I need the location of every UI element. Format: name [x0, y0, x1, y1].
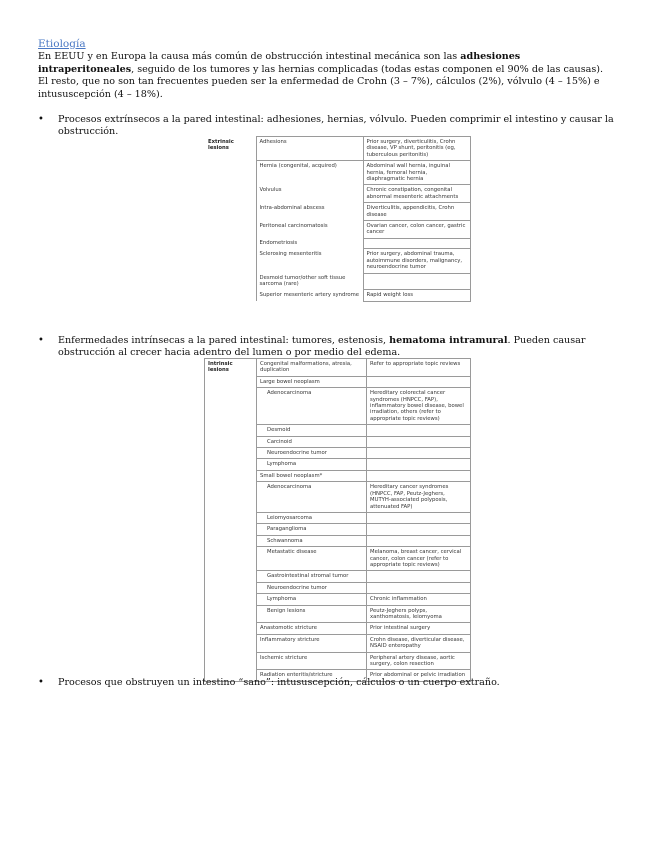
cause-cell [367, 535, 471, 546]
lesion-cell: Adenocarcinoma [257, 482, 367, 513]
lesion-cell: Endometriosis [256, 238, 363, 248]
lesion-cell: Lymphoma [257, 459, 367, 470]
bullet-intrinsic-text-1: Enfermedades intrínsecas a la pared intestinal: tumores, estenosis, [58, 335, 390, 346]
bullet-intrinsic-text-2: . Pueden causar obstrucción al crecer hacia adentro del lumen o por medio del edema. [58, 335, 586, 359]
cause-cell: Chronic constipation, congenital abnormal mesenteric attachments [363, 185, 470, 203]
lesion-cell: Gastrointestinal stromal tumor [257, 571, 367, 582]
cause-cell: Diverticulitis, appendicitis, Crohn disease [363, 203, 470, 221]
cause-cell: Prior surgery, diverticulitis, Crohn disease, VP shunt, peritonitis (eg, tuberculous peritonitis) [363, 137, 470, 161]
lesion-cell: Adhesions [256, 137, 363, 161]
bullet-icon: • [38, 677, 44, 688]
cause-cell: Prior intestinal surgery [367, 623, 471, 634]
cause-cell [367, 524, 471, 535]
cause-cell [367, 376, 471, 387]
lesion-cell: Ischemic stricture [257, 652, 367, 670]
lesion-cell: Large bowel neoplasm [257, 376, 367, 387]
lesion-cell: Carcinoid [257, 436, 367, 447]
lesion-cell: Lymphoma [257, 594, 367, 605]
cause-cell: Peripheral artery disease, aortic surgery, colon resection [367, 652, 471, 670]
lesion-cell: Adenocarcinoma [257, 388, 367, 425]
cause-cell [367, 571, 471, 582]
lesion-cell: Sclerosing mesenteritis [256, 249, 363, 273]
cause-cell [367, 512, 471, 523]
cause-cell [367, 448, 471, 459]
bullet-icon: • [38, 335, 44, 346]
cause-cell [363, 273, 470, 290]
lesion-cell: Hernia (congenital, acquired) [256, 161, 363, 185]
cause-cell: Prior surgery, abdominal trauma, autoimmune disorders, malignancy, neuroendocrine tumor [363, 249, 470, 273]
cause-cell: Chronic inflammation [367, 594, 471, 605]
lesion-cell: Benign lesions [257, 605, 367, 623]
lesion-cell: Desmoid tumor/other soft tissue sarcoma (rare) [256, 273, 363, 290]
cause-cell [363, 238, 470, 248]
lesion-cell: Leiomyosarcoma [257, 512, 367, 523]
bullet-healthy-bowel-text: Procesos que obstruyen un intestino “sano”: intususcepción, cálculos o un cuerpo extraño. [58, 677, 500, 688]
intrinsic-lesions-table [204, 358, 471, 682]
bullet-intrinsic-text [58, 335, 618, 360]
cause-cell [367, 459, 471, 470]
lesion-cell: Metastatic disease [257, 547, 367, 571]
cause-cell: Peutz-Jeghers polyps, xanthomatosis, leiomyoma [367, 605, 471, 623]
lesion-cell: Small bowel neoplasm* [257, 470, 367, 481]
intro-text-2: , seguido de los tumores y las hernias complicadas (todas estas componen el 90% de las causas). El resto, que no son tan frecuentes pueden ser la enfermedad de Crohn (3 – 7%), cálculos (2%), vólvulo (4 – 15%) e intususcepción (4 – 18%). [38, 63, 604, 100]
bullet-intrinsic-bold: hematoma intramural [389, 335, 508, 346]
lesion-cell: Inflammatory stricture [257, 634, 367, 652]
lesion-cell: Peritoneal carcinomatosis [256, 221, 363, 239]
cause-cell: Hereditary colorectal cancer syndromes (HNPCC, FAP), inflammatory bowel disease, bowel irradiation, others (refer to appropriate topic reviews) [367, 388, 471, 425]
bullet-icon: • [38, 114, 44, 125]
lesion-cell: Schwannoma [257, 535, 367, 546]
cause-cell: Rapid weight loss [363, 290, 470, 301]
cause-cell [367, 425, 471, 436]
lesion-cell: Radiation enteritis/stricture [257, 670, 367, 681]
lesion-cell: Paraganglioma [257, 524, 367, 535]
intro-paragraph [38, 51, 613, 101]
bullet-extrinsic-text: Procesos extrínsecos a la pared intestinal: adhesiones, hernias, vólvulo. Pueden comprimir el intestino y causar la obstrucción. [58, 114, 614, 138]
cause-cell [367, 582, 471, 593]
cause-cell: Refer to appropriate topic reviews [367, 359, 471, 377]
lesion-cell: Superior mesenteric artery syndrome [256, 290, 363, 301]
lesion-cell: Intra-abdominal abscess [256, 203, 363, 221]
cause-cell: Prior abdominal or pelvic irradiation [367, 670, 471, 681]
extrinsic-lesions-table [205, 136, 471, 302]
cause-cell: Crohn disease, diverticular disease, NSAID enteropathy [367, 634, 471, 652]
lesion-cell: Neuroendocrine tumor [257, 448, 367, 459]
table-row-header: Extrinsic lesions [205, 137, 256, 302]
cause-cell: Hereditary cancer syndromes (HNPCC, FAP, Peutz-Jeghers, MUTYH-associated polyposis, attenuated FAP) [367, 482, 471, 513]
cause-cell [367, 470, 471, 481]
section-heading-link[interactable]: Etiología [38, 38, 86, 50]
lesion-cell: Desmoid [257, 425, 367, 436]
cause-cell: Abdominal wall hernia, inguinal hernia, femoral hernia, diaphragmatic hernia [363, 161, 470, 185]
table-row-header: Intrinsic lesions [205, 359, 257, 682]
lesion-cell: Volvulus [256, 185, 363, 203]
lesion-cell: Neuroendocrine tumor [257, 582, 367, 593]
table-row [205, 359, 471, 377]
intro-bold-text: adhesiones intraperitoneales [38, 51, 521, 75]
lesion-cell: Congenital malformations, atresia, duplication [257, 359, 367, 377]
cause-cell: Melanoma, breast cancer, cervical cancer, colon cancer (refer to appropriate topic reviews) [367, 547, 471, 571]
cause-cell [367, 436, 471, 447]
cause-cell: Ovarian cancer, colon cancer, gastric cancer [363, 221, 470, 239]
lesion-cell: Anastomotic stricture [257, 623, 367, 634]
table-row [205, 137, 470, 161]
intro-text-1: En EEUU y en Europa la causa más común de obstrucción intestinal mecánica son las [38, 51, 461, 62]
